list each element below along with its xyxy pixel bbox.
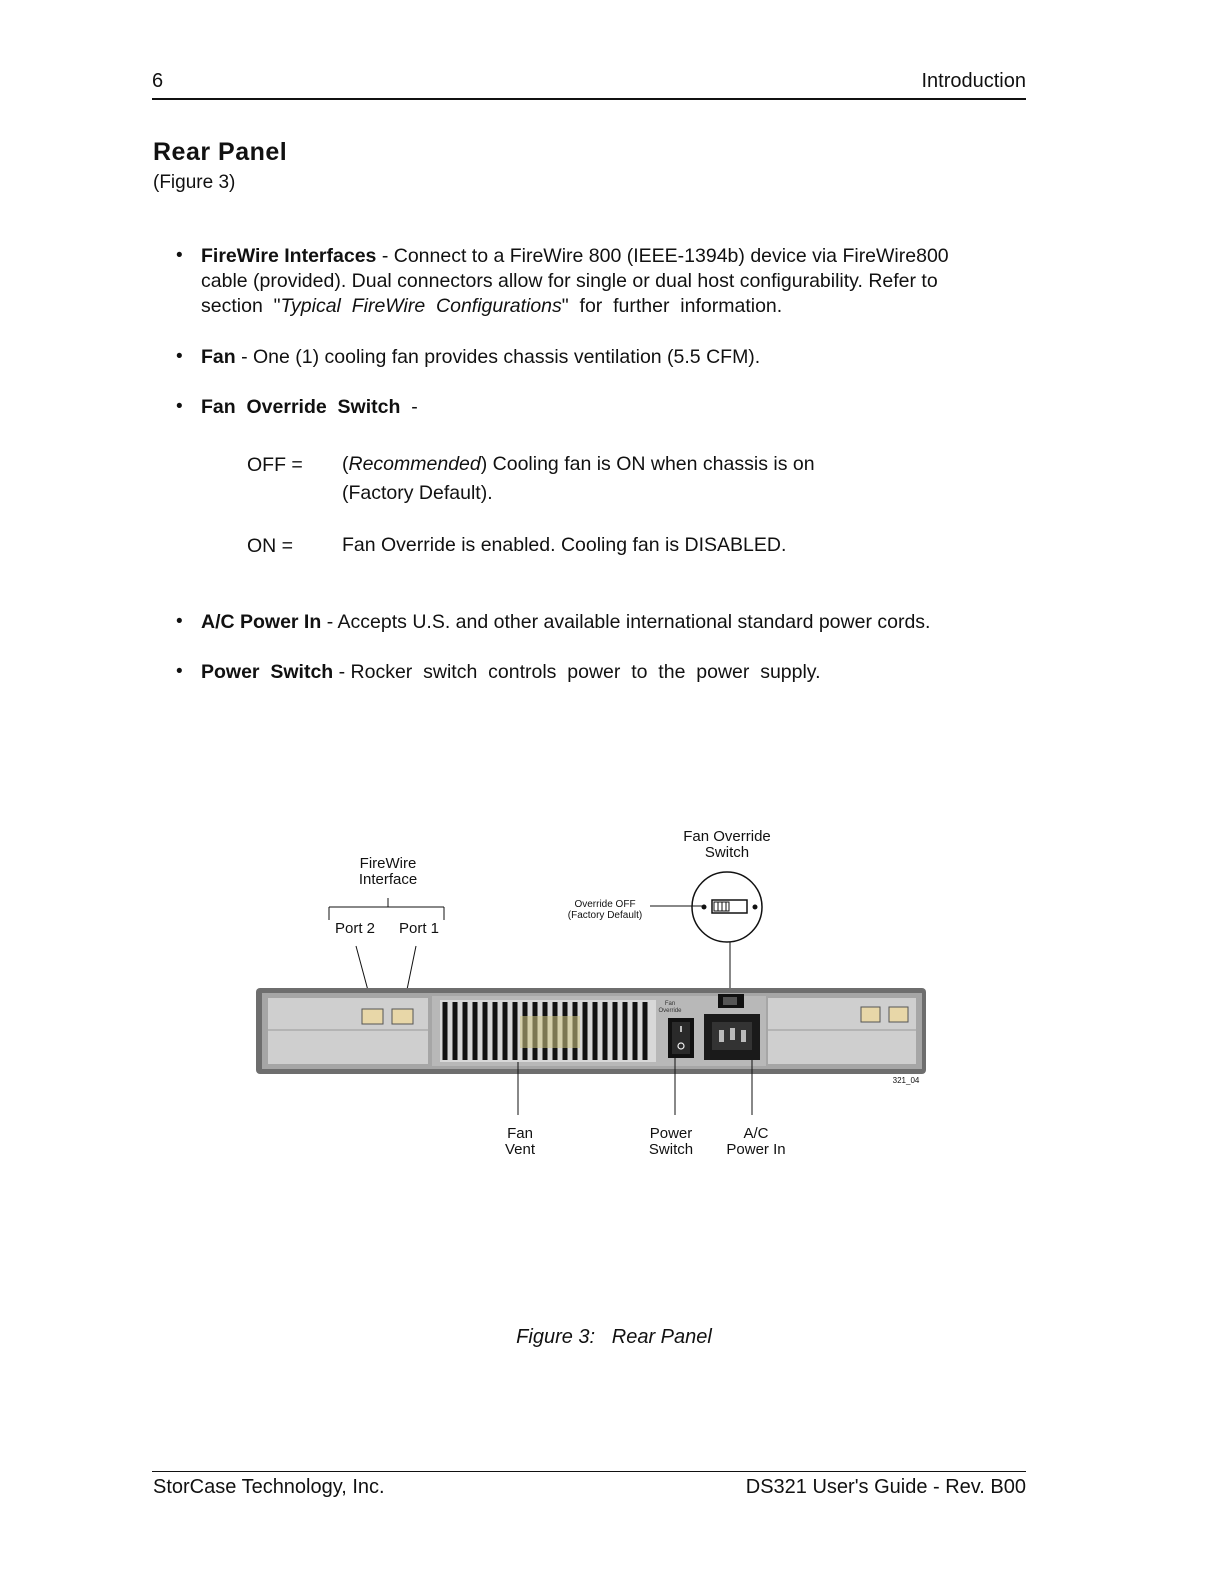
- panel-override-label: Fan Override: [658, 1001, 682, 1014]
- recommended-text: Recommended: [348, 453, 481, 475]
- page-title: Rear Panel: [153, 138, 288, 166]
- firewire-text-3a: section ": [201, 295, 281, 317]
- term-override: Fan Override Switch: [201, 396, 401, 418]
- ac-inlet-icon: [704, 1014, 760, 1060]
- acpower-text: - Accepts U.S. and other available international standard power cords.: [321, 611, 931, 633]
- term-firewire: FireWire Interfaces: [201, 245, 377, 267]
- figure-caption: Figure 3: Rear Panel: [516, 1326, 712, 1348]
- label-fan-vent: Fan Vent: [504, 1125, 536, 1158]
- label-ac-power-in: A/C Power In: [726, 1125, 786, 1158]
- off-desc-line2: (Factory Default).: [342, 482, 493, 504]
- firewire-text-1: - Connect to a FireWire 800 (IEEE-1394b) device via FireWire800: [376, 245, 949, 267]
- label-port2: Port 2: [334, 920, 376, 937]
- footer-company: StorCase Technology, Inc.: [153, 1476, 385, 1498]
- label-firewire: FireWire Interface: [358, 855, 418, 888]
- term-power: Power Switch: [201, 661, 334, 683]
- firewire-link-text: Typical FireWire Configurations: [280, 295, 562, 317]
- footer-rule: [152, 1471, 1026, 1472]
- override-callout: [650, 872, 762, 992]
- paren-open: (: [342, 453, 349, 475]
- bullet-icon: •: [176, 611, 183, 632]
- bullet-icon: •: [176, 396, 183, 417]
- firewire-text-2: cable (provided). Dual connectors allow for single or dual host configurability. Refer to: [201, 270, 938, 292]
- override-switch-icon: [718, 994, 744, 1008]
- def-off-term: OFF =: [247, 454, 303, 476]
- fan-vent-icon: [440, 1000, 656, 1062]
- label-power-switch: Power Switch: [648, 1125, 694, 1158]
- fan-text: - One (1) cooling fan provides chassis ventilation (5.5 CFM).: [235, 346, 761, 368]
- firewire-text-3b: " for further information.: [561, 295, 783, 317]
- switch-icon: [702, 900, 758, 913]
- def-on-desc: Fan Override is enabled. Cooling fan is DISABLED.: [342, 534, 787, 556]
- label-port1: Port 1: [398, 920, 440, 937]
- figure-id: 321_04: [892, 1076, 920, 1085]
- figure-reference: (Figure 3): [153, 172, 236, 193]
- label-override-off: Override OFF (Factory Default): [567, 899, 643, 921]
- bullet-icon: •: [176, 346, 183, 367]
- def-on-term: ON =: [247, 535, 294, 557]
- override-text: -: [400, 396, 418, 418]
- term-acpower: A/C Power In: [201, 611, 322, 633]
- label-fan-override-switch: Fan Override Switch: [683, 828, 771, 861]
- bullet-icon: •: [176, 245, 183, 266]
- page-number: 6: [152, 70, 164, 92]
- term-fan: Fan: [201, 346, 236, 368]
- power-text: - Rocker switch controls power to the power supply.: [333, 661, 821, 683]
- bullet-icon: •: [176, 661, 183, 682]
- section-title: Introduction: [921, 70, 1026, 92]
- off-desc-rest: ) Cooling fan is ON when chassis is on: [480, 453, 815, 475]
- power-switch-icon: [668, 1018, 694, 1058]
- footer-doc-title: DS321 User's Guide - Rev. B00: [745, 1476, 1026, 1498]
